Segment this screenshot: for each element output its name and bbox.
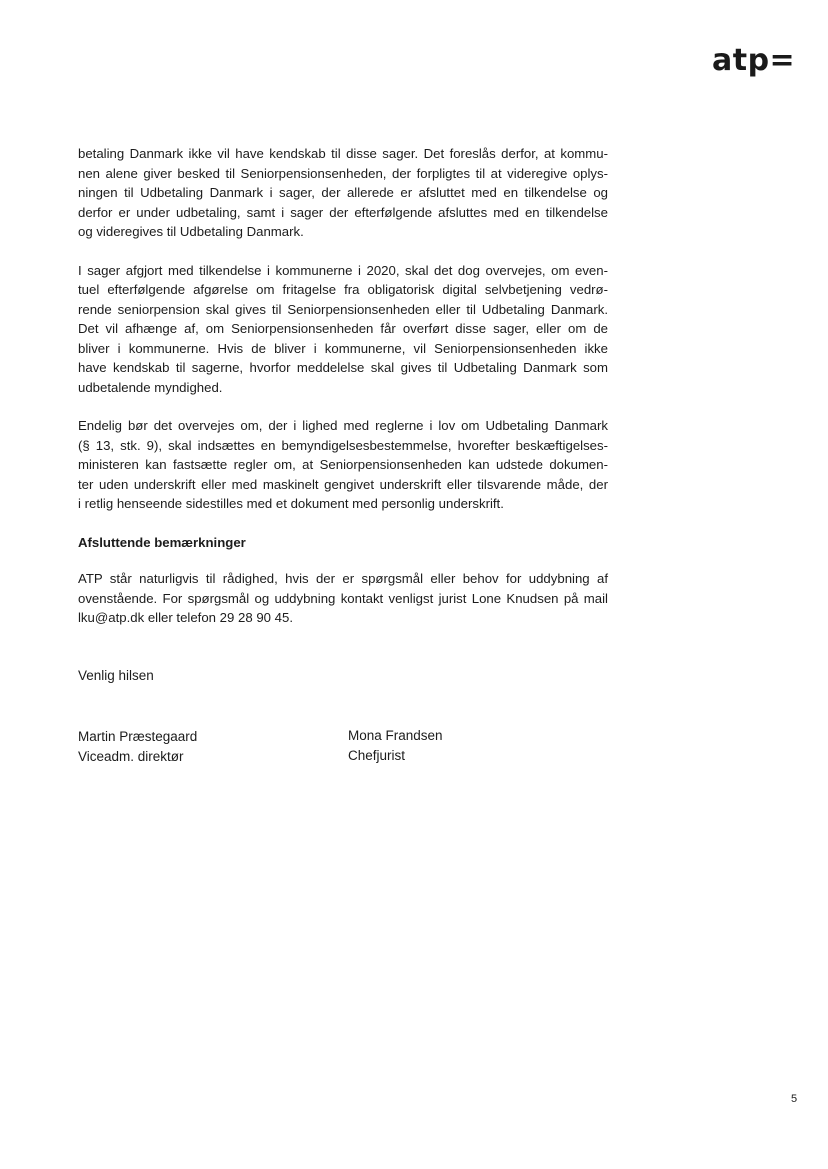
atp-logo: atp=	[712, 43, 796, 78]
text-line: i retlig henseende sidestilles med et dokument med personlig underskrift.	[78, 496, 504, 511]
signatory-2	[348, 726, 443, 766]
closing-paragraph	[78, 569, 608, 628]
text-line: I sager afgjort med tilkendelse i kommunerne i 2020, skal det dog overvejes, om even-	[78, 262, 608, 278]
text-line: udbetalende myndighed.	[78, 379, 223, 395]
signatory-1	[78, 727, 197, 767]
paragraph-3	[78, 416, 608, 514]
text-line: ningen til Udbetaling Danmark i sager, der allerede er afsluttet med en tilkendelse og	[78, 185, 608, 200]
text-line: Endelig bør det overvejes om, der i lighed med reglerne i lov om Udbetaling Danmark	[78, 418, 608, 433]
text-line: og videregives til Udbetaling Danmark.	[78, 224, 304, 239]
text-line: betaling Danmark ikke vil have kendskab til disse sager. Det foreslås derfor, at kommu-	[78, 146, 608, 161]
text-line: rende seniorpension skal gives til Seniorpensionsenheden eller til Udbetaling Danmark.	[78, 301, 608, 317]
text-line: ovenstående. For spørgsmål og uddybning kontakt venligst jurist Lone Knudsen på mail	[78, 590, 608, 606]
paragraph-2	[78, 261, 608, 398]
letter-body	[78, 144, 608, 685]
text-line: ATP står naturligvis til rådighed, hvis der er spørgsmål eller behov for uddybning af	[78, 571, 608, 586]
text-line: ministeren kan fastsætte regler om, at Seniorpensionsenheden kan udstede dokumen-	[78, 457, 608, 472]
signatory-title: Chefjurist	[348, 748, 406, 763]
page-number: 5	[791, 1093, 798, 1105]
text-line: nen alene giver besked til Seniorpensionsenheden, der forpligtes til at videregive oplys-	[78, 165, 608, 181]
text-line: bliver i kommunerne. Hvis de bliver i kommunerne, vil Seniorpensionsenheden ikke	[78, 340, 608, 356]
text-line: derfor er under udbetaling, samt i sager der efterfølgende afsluttes med en tilkendelse	[78, 204, 608, 220]
text-line: tuel efterfølgende afgørelse om fritagelse fra obligatorisk digital selvbetjening vedrø-	[78, 282, 608, 297]
signatory-name: Mona Frandsen	[348, 728, 443, 743]
greeting: Venlig hilsen	[78, 667, 154, 683]
section-heading: Afsluttende bemærkninger	[78, 534, 246, 550]
paragraph-1	[78, 144, 608, 242]
text-line: lku@atp.dk eller telefon 29 28 90 45.	[78, 610, 294, 625]
text-line: (§ 13, stk. 9), skal indsættes en bemyndigelsesbestemmelse, hvorefter beskæftigelses-	[78, 437, 608, 453]
text-line: have kendskab til sagerne, hvorfor meddelelse skal gives til Udbetaling Danmark som	[78, 360, 608, 375]
signatory-title: Viceadm. direktør	[78, 749, 184, 764]
text-line: Det vil afhænge af, om Seniorpensionsenheden får overført disse sager, eller om de	[78, 321, 608, 336]
signatory-name: Martin Præstegaard	[78, 729, 198, 744]
text-line: ter uden underskrift eller med maskinelt gengivet underskrift eller tilsvarende måde, der	[78, 476, 608, 492]
